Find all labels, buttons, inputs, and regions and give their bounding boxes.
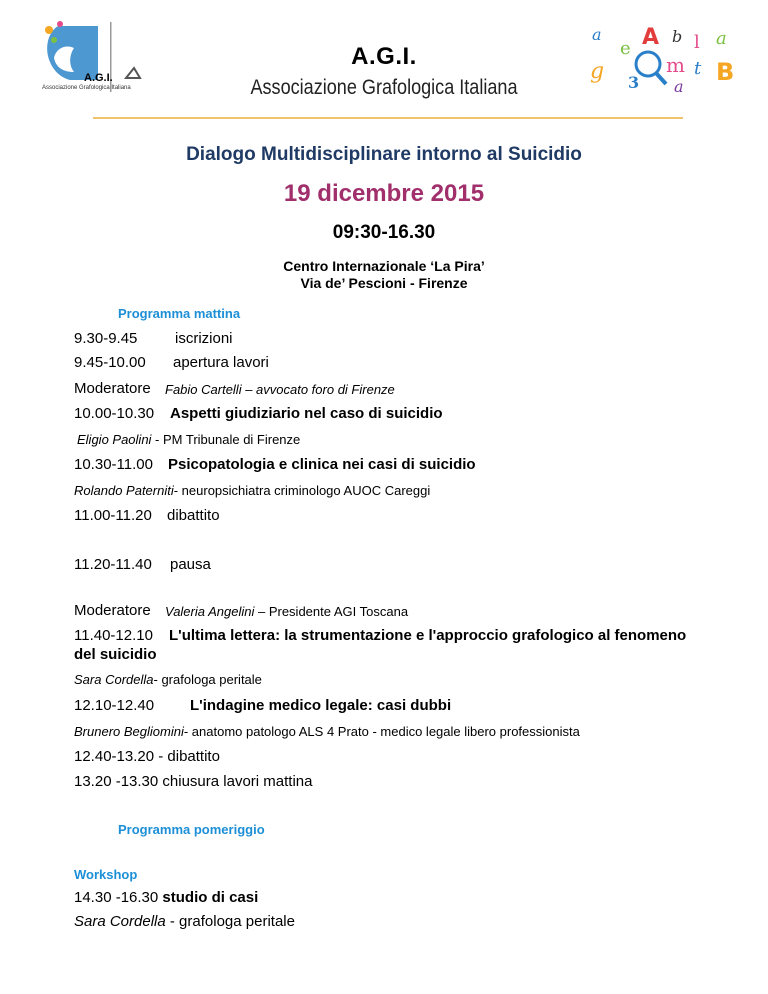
schedule-time: 14.30 -16.30 [74,889,159,906]
workshop-heading: Workshop [74,867,138,882]
speaker-name: Rolando Paterniti [74,483,174,498]
talk-title: L'indagine medico legale: casi dubbi [190,697,452,714]
header-rule [93,117,683,119]
schedule-item: apertura lavori [173,354,269,371]
speaker-role: - grafologa peritale [165,913,295,930]
afternoon-heading: Programma pomeriggio [118,822,265,837]
talk-title: Aspetti giudiziario nel caso di suicidio [170,405,443,422]
brand-subtitle: Associazione Grafologica Italiana [250,76,518,99]
svg-text:t: t [694,58,702,79]
schedule-time: 12.10-12.40 [74,697,155,714]
event-title: Dialogo Multidisciplinare intorno al Suicidio [186,144,582,165]
schedule-item: 13.20 -13.30 chiusura lavori mattina [74,773,313,790]
svg-text:e: e [620,38,631,59]
schedule-time: 11.20-11.40 [74,556,152,573]
workshop-line [74,889,258,906]
speaker-role: - PM Tribunale di Firenze [151,432,301,447]
speaker-line [74,672,262,687]
moderator-line [165,604,408,619]
moderator-name: Fabio Cartelli – avvocato foro di Firenze [165,382,395,397]
moderator-name: Valeria Angelini [165,604,255,619]
moderator-label: Moderatore [74,380,151,397]
speaker-line [77,432,300,447]
svg-text:a: a [592,25,602,44]
morning-heading: Programma mattina [118,306,241,321]
moderator-label: Moderatore [74,602,151,619]
speaker-role: - grafologa peritale [153,672,262,687]
speaker-role: - neuropsichiatra criminologo AUOC Careggi [173,483,431,498]
schedule-time: 9.30-9.45 [74,330,138,347]
letters-logo [590,22,740,102]
event-date: 19 dicembre 2015 [283,180,485,207]
speaker-name: Sara Cordella [74,672,154,687]
speaker-line [74,483,430,498]
venue-address: Via de’ Pescioni - Firenze [300,275,468,291]
schedule-item: 12.40-13.20 - dibattito [74,748,220,765]
event-time: 09:30-16.30 [332,222,436,243]
svg-text:g: g [590,59,605,84]
svg-text:a: a [674,77,684,96]
svg-text:l: l [694,32,700,53]
logo-left-subtext: Associazione Grafologica Italiana [42,85,131,91]
svg-text:B: B [716,58,735,86]
moderator-role: – Presidente AGI Toscana [254,604,409,619]
svg-text:3: 3 [628,73,640,92]
svg-text:m: m [666,53,685,77]
svg-text:b: b [672,27,683,46]
talk-title: L'ultima lettera: la strumentazione e l'approccio grafologico al fenomeno [169,627,687,644]
speaker-role: - anatomo patologo ALS 4 Prato - medico legale libero professionista [183,724,580,739]
svg-text:A: A [642,25,660,50]
talk-title-continued: del suicidio [74,646,157,663]
schedule-item: pausa [170,556,211,573]
speaker-name: Brunero Begliomini [74,724,184,739]
svg-text:a: a [716,28,727,49]
schedule-time: 10.30-11.00 [74,456,153,473]
speaker-line [74,913,295,930]
schedule-time: 9.45-10.00 [74,354,146,371]
schedule-time: 10.00-10.30 [74,405,155,422]
brand-title: A.G.I. [351,43,417,70]
schedule-item: dibattito [167,507,220,524]
venue-name: Centro Internazionale ‘La Pira’ [283,258,485,274]
speaker-name: Eligio Paolini [77,432,152,447]
speaker-name: Sara Cordella [74,913,166,930]
talk-title: studio di casi [162,889,259,906]
speaker-line [74,724,580,739]
logo-left-text: A.G.I. [84,72,113,84]
talk-title: Psicopatologia e clinica nei casi di suicidio [168,456,476,473]
schedule-time: 11.00-11.20 [74,507,152,524]
schedule-item: iscrizioni [175,330,233,347]
schedule-time: 11.40-12.10 [74,627,153,644]
